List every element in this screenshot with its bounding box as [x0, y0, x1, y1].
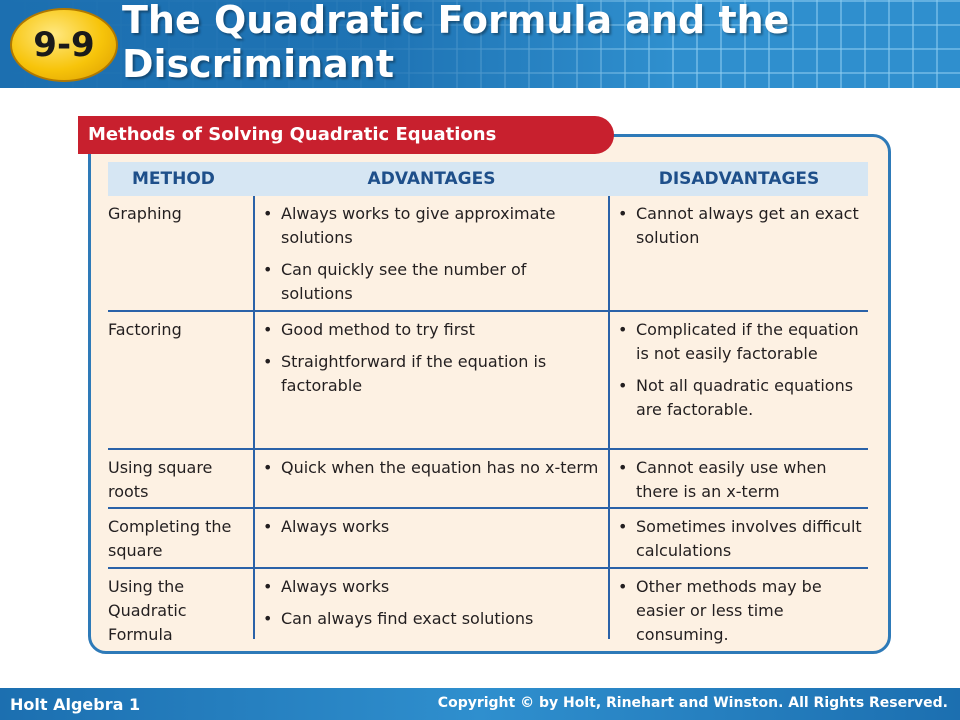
- bullet-icon: •: [618, 517, 628, 536]
- column-header-method: METHOD: [132, 169, 215, 189]
- list-item: • Other methods may be easier or less time consuming.: [618, 575, 864, 647]
- list-item: • Complicated if the equation is not easily factorable: [618, 318, 864, 366]
- table-row: [108, 509, 868, 569]
- bullet-icon: •: [618, 577, 628, 596]
- advantages-cell: [253, 450, 610, 507]
- table-row: [108, 196, 868, 312]
- disadvantages-cell: [610, 569, 868, 644]
- bullet-icon: •: [263, 458, 273, 477]
- bullet-icon: •: [263, 352, 273, 371]
- list-item: • Always works: [263, 515, 602, 539]
- column-header-advantages: ADVANTAGES: [367, 169, 496, 189]
- list-item: • Can quickly see the number of solutions: [263, 258, 602, 306]
- bullet-icon: •: [618, 320, 628, 339]
- table-row: [108, 450, 868, 509]
- lesson-number: 9-9: [33, 25, 95, 65]
- slide-header: [0, 0, 960, 88]
- disadvantages-cell: [610, 509, 868, 567]
- list-item: • Always works: [263, 575, 602, 599]
- advantages-cell: [253, 569, 610, 639]
- list-item: • Always works to give approximate solutions: [263, 202, 602, 250]
- table-row: [108, 569, 868, 644]
- list-item: • Quick when the equation has no x-term: [263, 456, 602, 480]
- advantages-cell: [253, 509, 610, 567]
- copyright-notice: Copyright © by Holt, Rinehart and Winston. All Rights Reserved.: [437, 695, 948, 711]
- advantages-cell: [253, 196, 610, 310]
- bullet-icon: •: [618, 376, 628, 395]
- slide-footer: [0, 688, 960, 720]
- bullet-icon: •: [263, 260, 273, 279]
- book-title: Holt Algebra 1: [10, 695, 141, 714]
- bullet-icon: •: [263, 320, 273, 339]
- method-cell: Factoring: [108, 320, 182, 339]
- list-item: • Sometimes involves difficult calculations: [618, 515, 864, 563]
- advantages-cell: [253, 312, 610, 448]
- method-cell: Using the Quadratic Formula: [108, 577, 187, 644]
- bullet-icon: •: [263, 517, 273, 536]
- list-item: • Straightforward if the equation is factorable: [263, 350, 602, 398]
- lesson-badge: [10, 8, 118, 82]
- list-item: • Cannot always get an exact solution: [618, 202, 864, 250]
- disadvantages-cell: [610, 196, 868, 310]
- method-cell: Graphing: [108, 204, 182, 223]
- method-cell: Completing the square: [108, 517, 232, 560]
- methods-table: [108, 162, 868, 644]
- title-line-1: The Quadratic Formula and the: [122, 0, 790, 42]
- list-item: • Cannot easily use when there is an x-term: [618, 456, 864, 504]
- disadvantages-cell: [610, 312, 868, 448]
- title-line-2: Discriminant: [122, 42, 395, 86]
- disadvantages-cell: [610, 450, 868, 507]
- method-cell: Using square roots: [108, 458, 213, 501]
- column-header-disadvantages: DISADVANTAGES: [658, 169, 820, 189]
- bullet-icon: •: [263, 609, 273, 628]
- slide-title: [122, 0, 942, 86]
- list-item: • Good method to try first: [263, 318, 602, 342]
- table-header-row: [108, 162, 868, 196]
- bullet-icon: •: [263, 204, 273, 223]
- bullet-icon: •: [618, 204, 628, 223]
- table-row: [108, 312, 868, 450]
- list-item: • Not all quadratic equations are factorable.: [618, 374, 864, 422]
- bullet-icon: •: [618, 458, 628, 477]
- bullet-icon: •: [263, 577, 273, 596]
- panel-label: Methods of Solving Quadratic Equations: [78, 116, 614, 154]
- list-item: • Can always find exact solutions: [263, 607, 602, 631]
